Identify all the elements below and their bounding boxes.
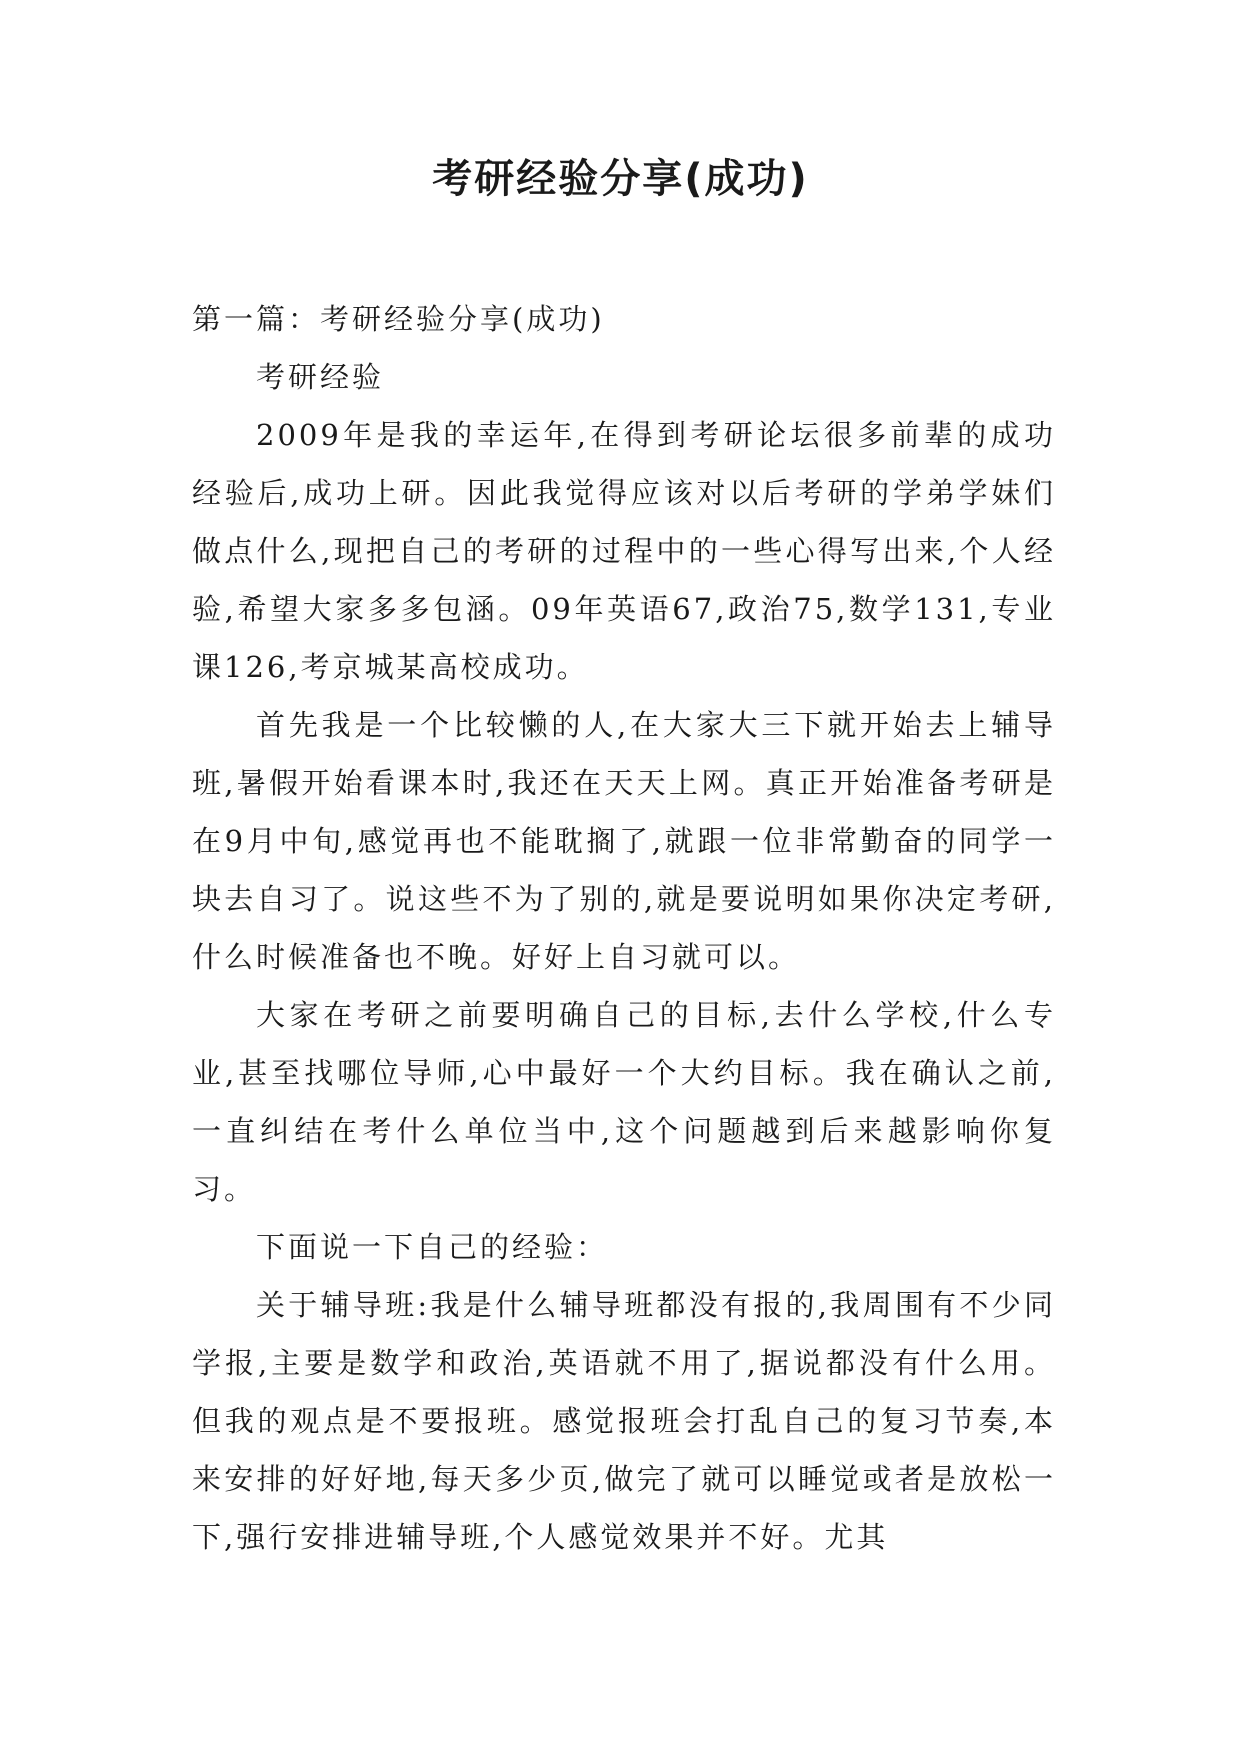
document-title: 考研经验分享(成功): [432, 156, 809, 202]
paragraph: 大家在考研之前要明确自己的目标,去什么学校,什么专业,甚至找哪位导师,心中最好一个大约目标。我在确认之前,一直纠结在考什么单位当中,这个问题越到后来越影响你复习。: [192, 998, 1056, 1206]
paragraph: 关于辅导班:我是什么辅导班都没有报的,我周围有不少同学报,主要是数学和政治,英语就不用了,据说都没有什么用。但我的观点是不要报班。感觉报班会打乱自己的复习节奏,本来安排的好好地,每天多少页,做完了就可以睡觉或者是放松一下,强行安排进辅导班,个人感觉效果并不好。尤其: [192, 1288, 1056, 1554]
paragraph-chapter-heading: 第一篇：考研经验分享(成功): [192, 302, 605, 336]
paragraph: 2009年是我的幸运年,在得到考研论坛很多前辈的成功经验后,成功上研。因此我觉得应该对以后考研的学弟学妹们做点什么,现把自己的考研的过程中的一些心得写出来,个人经验,希望大家多多包涵。09年英语67,政治75,数学131,专业课126,考京城某高校成功。: [192, 418, 1056, 684]
document-body: [192, 290, 1056, 1566]
paragraph-section-heading: 考研经验: [256, 360, 385, 394]
paragraph: 下面说一下自己的经验：: [256, 1230, 609, 1264]
paragraph: 首先我是一个比较懒的人,在大家大三下就开始去上辅导班,暑假开始看课本时,我还在天天上网。真正开始准备考研是在9月中旬,感觉再也不能耽搁了,就跟一位非常勤奋的同学一块去自习了。说这些不为了别的,就是要说明如果你决定考研,什么时候准备也不晚。好好上自习就可以。: [192, 708, 1056, 974]
